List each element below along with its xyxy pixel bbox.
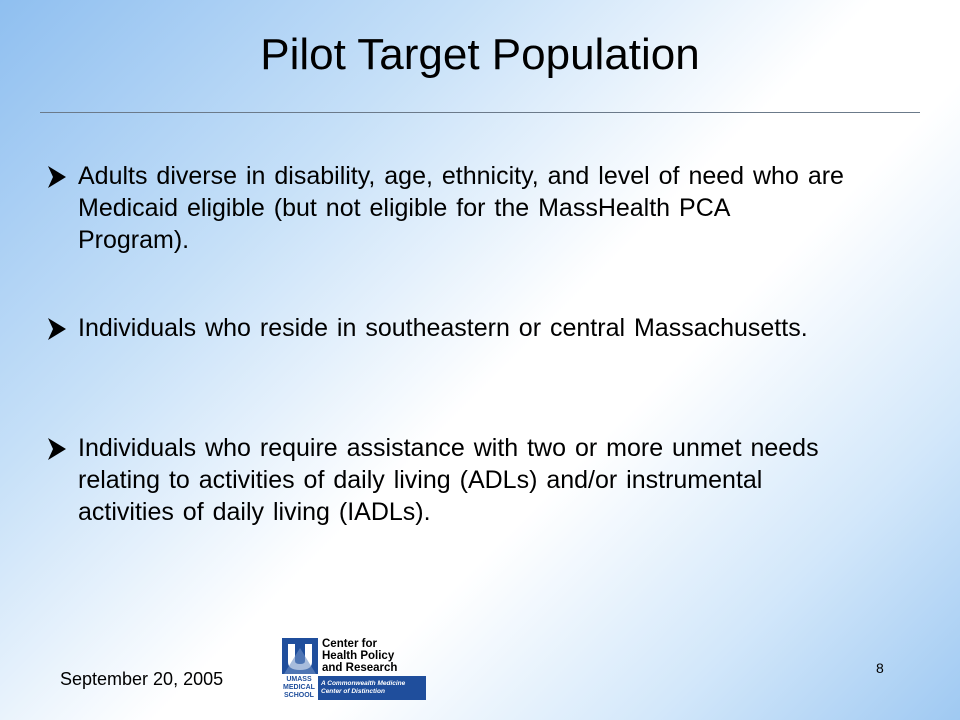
center-name: Center for Health Policy and Research bbox=[322, 638, 398, 674]
arrow-bullet-icon bbox=[46, 436, 68, 462]
arrow-bullet-icon bbox=[46, 316, 68, 342]
arrow-bullet-icon bbox=[46, 164, 68, 190]
umass-chpr-logo bbox=[280, 636, 427, 700]
bullet-text: Individuals who require assistance with two or more unmet needs relating to activities of daily living (ADLs) and/or instrumental activities of daily living (IADLs). bbox=[78, 434, 819, 526]
logo-tagline-bar: A Commonwealth Medicine Center of Distinction bbox=[318, 676, 426, 700]
footer-date: September 20, 2005 bbox=[60, 669, 224, 689]
school-name: UMASS MEDICAL SCHOOL bbox=[283, 676, 315, 699]
bullet-text: Individuals who reside in southeastern or central Massachusetts. bbox=[78, 314, 808, 342]
umass-shield-icon bbox=[280, 636, 320, 676]
bullet-text: Adults diverse in disability, age, ethnicity, and level of need who are Medicaid eligible (but not eligible for the MassHealth PCA Program). bbox=[78, 162, 844, 254]
bullet-item bbox=[46, 432, 846, 528]
bullet-item bbox=[46, 312, 846, 344]
page-number: 8 bbox=[876, 660, 884, 676]
bullet-item bbox=[46, 160, 846, 256]
title-divider bbox=[40, 112, 920, 113]
slide-title: Pilot Target Population bbox=[260, 30, 700, 79]
